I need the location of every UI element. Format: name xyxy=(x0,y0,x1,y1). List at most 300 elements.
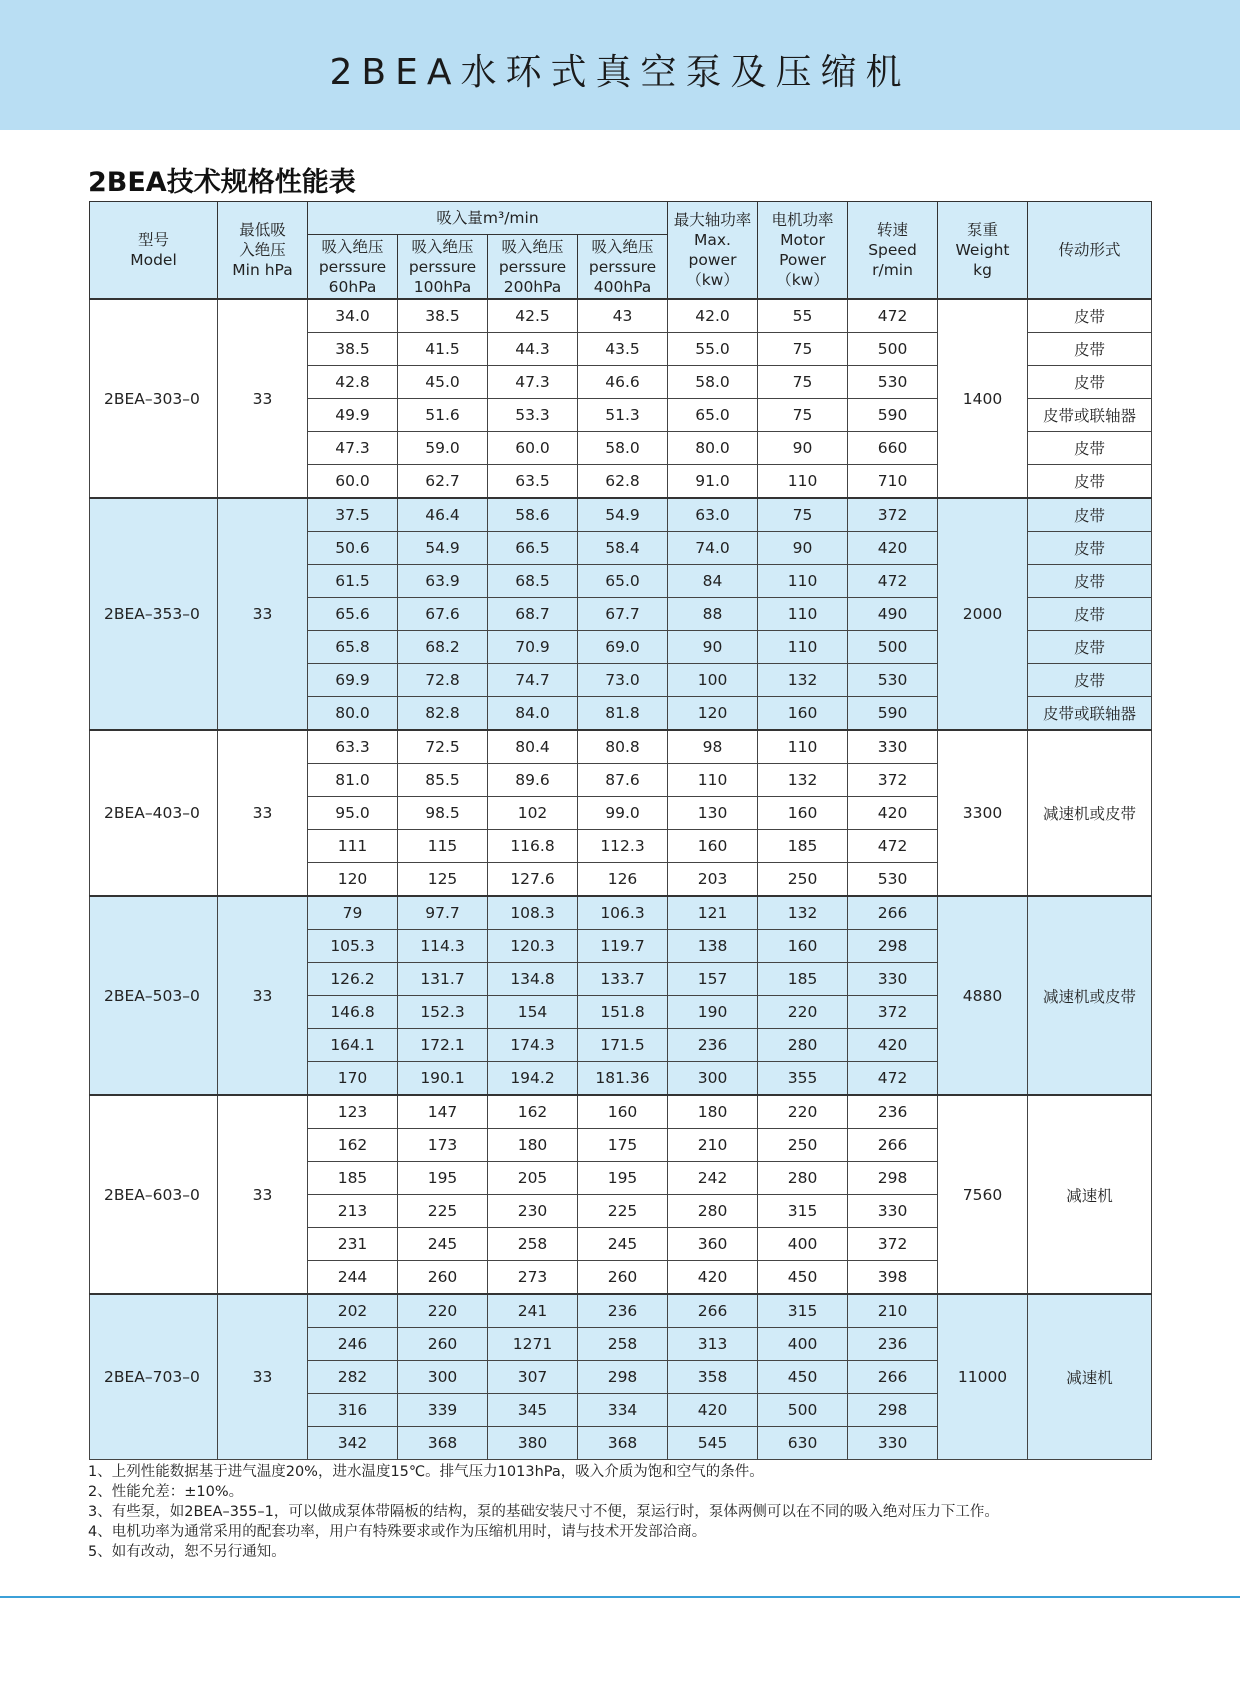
suction-cell: 164.1 xyxy=(308,1029,398,1062)
max-power-cell: 160 xyxy=(668,830,758,863)
suction-cell: 180 xyxy=(488,1129,578,1162)
motor-power-cell: 55 xyxy=(758,299,848,333)
spec-table xyxy=(89,201,1152,1460)
drive-cell: 减速机 xyxy=(1028,1095,1152,1294)
max-power-cell: 98 xyxy=(668,730,758,764)
max-power-cell: 42.0 xyxy=(668,299,758,333)
suction-cell: 69.9 xyxy=(308,664,398,697)
motor-power-cell: 110 xyxy=(758,631,848,664)
suction-cell: 81.0 xyxy=(308,764,398,797)
suction-cell: 65.6 xyxy=(308,598,398,631)
min-pressure-cell: 33 xyxy=(218,730,308,896)
table-row xyxy=(90,1095,1152,1129)
suction-cell: 115 xyxy=(398,830,488,863)
max-power-cell: 55.0 xyxy=(668,333,758,366)
header-min-pressure xyxy=(218,202,308,300)
suction-cell: 185 xyxy=(308,1162,398,1195)
table-row xyxy=(90,1294,1152,1328)
drive-cell: 皮带 xyxy=(1028,465,1152,499)
motor-power-cell: 110 xyxy=(758,730,848,764)
suction-cell: 80.8 xyxy=(578,730,668,764)
motor-power-cell: 355 xyxy=(758,1062,848,1096)
speed-cell: 660 xyxy=(848,432,938,465)
suction-cell: 61.5 xyxy=(308,565,398,598)
motor-power-cell: 220 xyxy=(758,996,848,1029)
speed-cell: 530 xyxy=(848,863,938,897)
max-power-cell: 121 xyxy=(668,896,758,930)
header-motor-power-en1: Motor xyxy=(780,231,825,249)
max-power-cell: 84 xyxy=(668,565,758,598)
header-motor-power xyxy=(758,202,848,300)
footer-rule xyxy=(0,1596,1240,1598)
header-weight-en: Weight xyxy=(955,241,1010,259)
weight-cell: 3300 xyxy=(938,730,1028,896)
motor-power-cell: 160 xyxy=(758,930,848,963)
speed-cell: 500 xyxy=(848,631,938,664)
max-power-cell: 120 xyxy=(668,697,758,731)
weight-cell: 2000 xyxy=(938,498,1028,730)
suction-cell: 79 xyxy=(308,896,398,930)
suction-cell: 345 xyxy=(488,1394,578,1427)
suction-cell: 172.1 xyxy=(398,1029,488,1062)
page-title: 2BEA水环式真空泵及压缩机 xyxy=(329,52,911,93)
suction-cell: 51.6 xyxy=(398,399,488,432)
max-power-cell: 63.0 xyxy=(668,498,758,532)
max-power-cell: 236 xyxy=(668,1029,758,1062)
suction-cell: 42.5 xyxy=(488,299,578,333)
motor-power-cell: 280 xyxy=(758,1029,848,1062)
suction-cell: 125 xyxy=(398,863,488,897)
max-power-cell: 313 xyxy=(668,1328,758,1361)
section-title: 2BEA技术规格性能表 xyxy=(88,167,356,198)
header-suction-60 xyxy=(308,235,398,300)
suction-cell: 41.5 xyxy=(398,333,488,366)
motor-power-cell: 160 xyxy=(758,797,848,830)
header-speed-cn: 转速 xyxy=(877,221,909,239)
suction-cell: 66.5 xyxy=(488,532,578,565)
suction-cell: 342 xyxy=(308,1427,398,1460)
motor-power-cell: 500 xyxy=(758,1394,848,1427)
suction-cell: 99.0 xyxy=(578,797,668,830)
suction-cell: 43 xyxy=(578,299,668,333)
suction-cell: 368 xyxy=(578,1427,668,1460)
header-max-power-unit: （kw） xyxy=(686,271,739,289)
header-speed xyxy=(848,202,938,300)
suction-cell: 74.7 xyxy=(488,664,578,697)
max-power-cell: 203 xyxy=(668,863,758,897)
speed-cell: 420 xyxy=(848,797,938,830)
suction-cell: 67.6 xyxy=(398,598,488,631)
header-motor-power-unit: （kw） xyxy=(776,271,829,289)
min-pressure-cell: 33 xyxy=(218,1294,308,1460)
suction-cell: 194.2 xyxy=(488,1062,578,1096)
suction-cell: 146.8 xyxy=(308,996,398,1029)
max-power-cell: 358 xyxy=(668,1361,758,1394)
suction-cell: 126.2 xyxy=(308,963,398,996)
speed-cell: 298 xyxy=(848,1394,938,1427)
header-speed-unit: r/min xyxy=(872,261,913,279)
suction-cell: 213 xyxy=(308,1195,398,1228)
max-power-cell: 58.0 xyxy=(668,366,758,399)
min-pressure-cell: 33 xyxy=(218,1095,308,1294)
suction-cell: 73.0 xyxy=(578,664,668,697)
model-cell: 2BEA–303–0 xyxy=(90,299,218,498)
motor-power-cell: 185 xyxy=(758,830,848,863)
header-suction-400 xyxy=(578,235,668,300)
header-model xyxy=(90,202,218,300)
note-3: 3、有些泵，如2BEA–355–1，可以做成泵体带隔板的结构，泵的基础安装尺寸不便，泵运行时，泵体两侧可以在不同的吸入绝对压力下工作。 xyxy=(88,1504,999,1520)
suction-cell: 119.7 xyxy=(578,930,668,963)
model-group xyxy=(90,1095,1152,1294)
speed-cell: 266 xyxy=(848,1361,938,1394)
suction-cell: 46.6 xyxy=(578,366,668,399)
motor-power-cell: 160 xyxy=(758,697,848,731)
suction-cell: 307 xyxy=(488,1361,578,1394)
motor-power-cell: 630 xyxy=(758,1427,848,1460)
suction-cell: 174.3 xyxy=(488,1029,578,1062)
suction-cell: 34.0 xyxy=(308,299,398,333)
table-row xyxy=(90,299,1152,333)
max-power-cell: 130 xyxy=(668,797,758,830)
speed-cell: 266 xyxy=(848,1129,938,1162)
drive-cell: 皮带 xyxy=(1028,664,1152,697)
speed-cell: 420 xyxy=(848,532,938,565)
suction-cell: 85.5 xyxy=(398,764,488,797)
speed-cell: 372 xyxy=(848,1228,938,1261)
suction-cell: 245 xyxy=(578,1228,668,1261)
header-max-power-en2: power xyxy=(688,251,737,269)
max-power-cell: 266 xyxy=(668,1294,758,1328)
header-suction-200-unit: 200hPa xyxy=(503,277,562,296)
speed-cell: 330 xyxy=(848,963,938,996)
header-model-en: Model xyxy=(130,251,177,269)
motor-power-cell: 315 xyxy=(758,1294,848,1328)
suction-cell: 37.5 xyxy=(308,498,398,532)
suction-cell: 202 xyxy=(308,1294,398,1328)
suction-cell: 47.3 xyxy=(488,366,578,399)
speed-cell: 472 xyxy=(848,565,938,598)
motor-power-cell: 90 xyxy=(758,432,848,465)
max-power-cell: 91.0 xyxy=(668,465,758,499)
suction-cell: 58.4 xyxy=(578,532,668,565)
model-group xyxy=(90,896,1152,1095)
motor-power-cell: 450 xyxy=(758,1361,848,1394)
suction-cell: 260 xyxy=(398,1328,488,1361)
suction-cell: 126 xyxy=(578,863,668,897)
suction-cell: 147 xyxy=(398,1095,488,1129)
suction-cell: 58.0 xyxy=(578,432,668,465)
suction-cell: 45.0 xyxy=(398,366,488,399)
suction-cell: 98.5 xyxy=(398,797,488,830)
suction-cell: 58.6 xyxy=(488,498,578,532)
max-power-cell: 157 xyxy=(668,963,758,996)
header-banner xyxy=(0,0,1240,130)
motor-power-cell: 132 xyxy=(758,764,848,797)
motor-power-cell: 90 xyxy=(758,532,848,565)
suction-cell: 81.8 xyxy=(578,697,668,731)
drive-cell: 皮带 xyxy=(1028,532,1152,565)
suction-cell: 68.2 xyxy=(398,631,488,664)
suction-cell: 72.5 xyxy=(398,730,488,764)
drive-cell: 皮带 xyxy=(1028,432,1152,465)
suction-cell: 230 xyxy=(488,1195,578,1228)
suction-cell: 80.0 xyxy=(308,697,398,731)
suction-cell: 60.0 xyxy=(488,432,578,465)
header-suction-100-cn: 吸入绝压 xyxy=(411,237,474,256)
header-suction-400-unit: 400hPa xyxy=(593,277,652,296)
header-suction-400-cn: 吸入绝压 xyxy=(591,237,654,256)
suction-cell: 195 xyxy=(398,1162,488,1195)
drive-cell: 皮带或联轴器 xyxy=(1028,399,1152,432)
motor-power-cell: 185 xyxy=(758,963,848,996)
drive-cell: 皮带 xyxy=(1028,498,1152,532)
suction-cell: 44.3 xyxy=(488,333,578,366)
header-suction-400-en: perssure xyxy=(588,257,657,276)
suction-cell: 334 xyxy=(578,1394,668,1427)
suction-cell: 298 xyxy=(578,1361,668,1394)
suction-cell: 70.9 xyxy=(488,631,578,664)
header-suction-60-unit: 60hPa xyxy=(328,277,377,296)
suction-cell: 190.1 xyxy=(398,1062,488,1096)
speed-cell: 530 xyxy=(848,366,938,399)
speed-cell: 420 xyxy=(848,1029,938,1062)
speed-cell: 490 xyxy=(848,598,938,631)
suction-cell: 112.3 xyxy=(578,830,668,863)
speed-cell: 236 xyxy=(848,1328,938,1361)
note-1: 1、上列性能数据基于进气温度20%，进水温度15℃。排气压力1013hPa，吸入介质为饱和空气的条件。 xyxy=(88,1464,764,1480)
suction-cell: 38.5 xyxy=(308,333,398,366)
suction-cell: 97.7 xyxy=(398,896,488,930)
model-cell: 2BEA–603–0 xyxy=(90,1095,218,1294)
suction-cell: 127.6 xyxy=(488,863,578,897)
speed-cell: 472 xyxy=(848,1062,938,1096)
suction-cell: 54.9 xyxy=(398,532,488,565)
suction-cell: 134.8 xyxy=(488,963,578,996)
weight-cell: 7560 xyxy=(938,1095,1028,1294)
max-power-cell: 100 xyxy=(668,664,758,697)
suction-cell: 43.5 xyxy=(578,333,668,366)
suction-cell: 273 xyxy=(488,1261,578,1295)
model-group xyxy=(90,299,1152,498)
model-cell: 2BEA–503–0 xyxy=(90,896,218,1095)
suction-cell: 225 xyxy=(578,1195,668,1228)
motor-power-cell: 400 xyxy=(758,1228,848,1261)
suction-cell: 111 xyxy=(308,830,398,863)
drive-cell: 皮带 xyxy=(1028,565,1152,598)
header-motor-power-cn: 电机功率 xyxy=(771,211,834,229)
suction-cell: 151.8 xyxy=(578,996,668,1029)
header-min-line2: 入绝压 xyxy=(239,241,286,259)
model-group xyxy=(90,1294,1152,1460)
motor-power-cell: 315 xyxy=(758,1195,848,1228)
header-speed-en: Speed xyxy=(868,241,917,259)
max-power-cell: 138 xyxy=(668,930,758,963)
motor-power-cell: 280 xyxy=(758,1162,848,1195)
suction-cell: 245 xyxy=(398,1228,488,1261)
header-drive: 传动形式 xyxy=(1028,202,1152,300)
table-row xyxy=(90,730,1152,764)
speed-cell: 530 xyxy=(848,664,938,697)
suction-cell: 87.6 xyxy=(578,764,668,797)
suction-cell: 72.8 xyxy=(398,664,488,697)
suction-cell: 50.6 xyxy=(308,532,398,565)
max-power-cell: 210 xyxy=(668,1129,758,1162)
speed-cell: 236 xyxy=(848,1095,938,1129)
note-5: 5、如有改动，恕不另行通知。 xyxy=(88,1544,286,1560)
suction-cell: 133.7 xyxy=(578,963,668,996)
drive-cell: 皮带 xyxy=(1028,366,1152,399)
suction-cell: 68.5 xyxy=(488,565,578,598)
suction-cell: 63.3 xyxy=(308,730,398,764)
suction-cell: 171.5 xyxy=(578,1029,668,1062)
suction-cell: 162 xyxy=(488,1095,578,1129)
min-pressure-cell: 33 xyxy=(218,299,308,498)
motor-power-cell: 250 xyxy=(758,1129,848,1162)
speed-cell: 472 xyxy=(848,830,938,863)
suction-cell: 154 xyxy=(488,996,578,1029)
motor-power-cell: 450 xyxy=(758,1261,848,1295)
model-group xyxy=(90,730,1152,896)
suction-cell: 102 xyxy=(488,797,578,830)
header-suction-100-en: perssure xyxy=(408,257,477,276)
table-header xyxy=(90,202,1152,300)
suction-cell: 46.4 xyxy=(398,498,488,532)
speed-cell: 298 xyxy=(848,1162,938,1195)
note-2: 2、性能允差：±10%。 xyxy=(88,1484,244,1500)
header-suction-60-en: perssure xyxy=(318,257,387,276)
max-power-cell: 65.0 xyxy=(668,399,758,432)
speed-cell: 590 xyxy=(848,697,938,731)
suction-cell: 241 xyxy=(488,1294,578,1328)
weight-cell: 4880 xyxy=(938,896,1028,1095)
drive-cell: 皮带或联轴器 xyxy=(1028,697,1152,731)
header-min-line1: 最低吸 xyxy=(239,221,286,239)
drive-cell: 减速机 xyxy=(1028,1294,1152,1460)
suction-cell: 69.0 xyxy=(578,631,668,664)
suction-cell: 170 xyxy=(308,1062,398,1096)
speed-cell: 330 xyxy=(848,1427,938,1460)
model-cell: 2BEA–703–0 xyxy=(90,1294,218,1460)
suction-cell: 1271 xyxy=(488,1328,578,1361)
drive-cell: 皮带 xyxy=(1028,299,1152,333)
drive-cell: 减速机或皮带 xyxy=(1028,730,1152,896)
speed-cell: 298 xyxy=(848,930,938,963)
max-power-cell: 110 xyxy=(668,764,758,797)
max-power-cell: 545 xyxy=(668,1427,758,1460)
suction-cell: 220 xyxy=(398,1294,488,1328)
max-power-cell: 80.0 xyxy=(668,432,758,465)
suction-cell: 67.7 xyxy=(578,598,668,631)
suction-cell: 152.3 xyxy=(398,996,488,1029)
motor-power-cell: 220 xyxy=(758,1095,848,1129)
header-weight-unit: kg xyxy=(973,261,992,279)
suction-cell: 123 xyxy=(308,1095,398,1129)
suction-cell: 62.8 xyxy=(578,465,668,499)
max-power-cell: 280 xyxy=(668,1195,758,1228)
suction-cell: 300 xyxy=(398,1361,488,1394)
speed-cell: 398 xyxy=(848,1261,938,1295)
min-pressure-cell: 33 xyxy=(218,896,308,1095)
max-power-cell: 242 xyxy=(668,1162,758,1195)
header-min-line3: Min hPa xyxy=(232,261,293,279)
header-max-power xyxy=(668,202,758,300)
suction-cell: 84.0 xyxy=(488,697,578,731)
suction-cell: 89.6 xyxy=(488,764,578,797)
suction-cell: 160 xyxy=(578,1095,668,1129)
motor-power-cell: 75 xyxy=(758,399,848,432)
header-suction-100 xyxy=(398,235,488,300)
max-power-cell: 190 xyxy=(668,996,758,1029)
max-power-cell: 360 xyxy=(668,1228,758,1261)
suction-cell: 175 xyxy=(578,1129,668,1162)
suction-cell: 59.0 xyxy=(398,432,488,465)
suction-cell: 244 xyxy=(308,1261,398,1295)
suction-cell: 62.7 xyxy=(398,465,488,499)
header-suction-200 xyxy=(488,235,578,300)
header-suction-200-cn: 吸入绝压 xyxy=(501,237,564,256)
model-cell: 2BEA–353–0 xyxy=(90,498,218,730)
suction-cell: 195 xyxy=(578,1162,668,1195)
suction-cell: 120 xyxy=(308,863,398,897)
suction-cell: 162 xyxy=(308,1129,398,1162)
suction-cell: 260 xyxy=(578,1261,668,1295)
suction-cell: 54.9 xyxy=(578,498,668,532)
suction-cell: 105.3 xyxy=(308,930,398,963)
speed-cell: 330 xyxy=(848,1195,938,1228)
max-power-cell: 180 xyxy=(668,1095,758,1129)
speed-cell: 472 xyxy=(848,299,938,333)
suction-cell: 95.0 xyxy=(308,797,398,830)
suction-cell: 108.3 xyxy=(488,896,578,930)
suction-cell: 120.3 xyxy=(488,930,578,963)
suction-cell: 49.9 xyxy=(308,399,398,432)
speed-cell: 590 xyxy=(848,399,938,432)
min-pressure-cell: 33 xyxy=(218,498,308,730)
suction-cell: 181.36 xyxy=(578,1062,668,1096)
suction-cell: 63.9 xyxy=(398,565,488,598)
suction-cell: 258 xyxy=(488,1228,578,1261)
suction-cell: 236 xyxy=(578,1294,668,1328)
suction-cell: 65.0 xyxy=(578,565,668,598)
speed-cell: 372 xyxy=(848,498,938,532)
motor-power-cell: 132 xyxy=(758,664,848,697)
suction-cell: 53.3 xyxy=(488,399,578,432)
suction-cell: 60.0 xyxy=(308,465,398,499)
suction-cell: 339 xyxy=(398,1394,488,1427)
note-4: 4、电机功率为通常采用的配套功率，用户有特殊要求或作为压缩机用时，请与技术开发部洽商。 xyxy=(88,1524,707,1540)
header-max-power-cn: 最大轴功率 xyxy=(673,211,752,229)
drive-cell: 减速机或皮带 xyxy=(1028,896,1152,1095)
motor-power-cell: 110 xyxy=(758,565,848,598)
speed-cell: 266 xyxy=(848,896,938,930)
suction-cell: 131.7 xyxy=(398,963,488,996)
table-row xyxy=(90,498,1152,532)
speed-cell: 210 xyxy=(848,1294,938,1328)
suction-cell: 116.8 xyxy=(488,830,578,863)
suction-cell: 368 xyxy=(398,1427,488,1460)
suction-cell: 205 xyxy=(488,1162,578,1195)
motor-power-cell: 110 xyxy=(758,465,848,499)
suction-cell: 282 xyxy=(308,1361,398,1394)
drive-cell: 皮带 xyxy=(1028,631,1152,664)
max-power-cell: 74.0 xyxy=(668,532,758,565)
suction-cell: 38.5 xyxy=(398,299,488,333)
max-power-cell: 90 xyxy=(668,631,758,664)
suction-cell: 51.3 xyxy=(578,399,668,432)
suction-cell: 173 xyxy=(398,1129,488,1162)
header-suction-group: 吸入量m³/min xyxy=(308,202,668,235)
header-suction-200-en: perssure xyxy=(498,257,567,276)
